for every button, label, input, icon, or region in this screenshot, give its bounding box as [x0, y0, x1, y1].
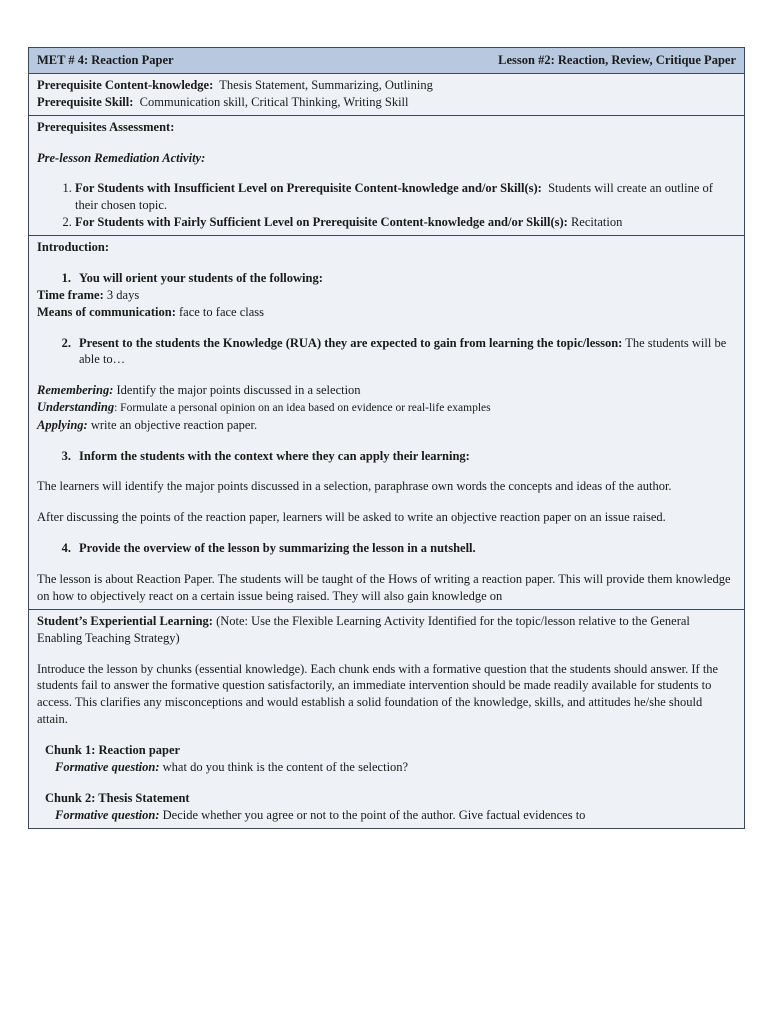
experiential-body: Introduce the lesson by chunks (essential knowledge). Each chunk ends with a formative question that the students should answer. If the students fail to answer the formative question satisfactorily, an immediate intervention should be made readily available for students to access. This clarifies any misconceptions and would establish a solid foundation of the knowledge, skills, and attitudes he/she should attain.: [37, 661, 719, 727]
overview-paragraph: The lesson is about Reaction Paper. The students will be taught of the Hows of writing a reaction paper. This will provide them knowledge on how to objectively react on a certain issue being raised. They will also gain knowledge on: [37, 572, 731, 603]
means-label: Means of communication:: [37, 304, 176, 319]
experiential-note: (Note: Use the Flexible Learning Activity Identified for the topic/lesson relative to the General Enabling Teaching Strategy): [37, 613, 690, 645]
formative-question-text: Decide whether you agree or not to the point of the author. Give factual evidences to: [162, 807, 586, 822]
formative-question-label: Formative question:: [55, 807, 160, 822]
experiential-label: Student’s Experiential Learning:: [37, 613, 213, 628]
intro-step-4: 4. Provide the overview of the lesson by summarizing the lesson in a nutshell.: [61, 541, 476, 556]
assessment-row: [29, 115, 745, 235]
chunk-2: [45, 790, 736, 824]
formative-question-text: what do you think is the content of the selection?: [162, 759, 409, 774]
remediation-item: 2. For Students with Fairly Sufficient Level on Prerequisite Content-knowledge and/or Skill(s): Recitation: [75, 214, 736, 231]
prereq-content-label: Prerequisite Content-knowledge:: [37, 77, 214, 92]
lesson-plan-table: [28, 47, 745, 829]
applying-label: Applying:: [37, 417, 88, 432]
applying-value: write an objective reaction paper.: [90, 417, 258, 432]
chunk-title: Chunk 2: Thesis Statement: [45, 790, 190, 805]
understanding-label: Understanding: [37, 400, 115, 415]
chunk-title: Chunk 1: Reaction paper: [45, 743, 181, 758]
intro-step-1: 1. You will orient your students of the following:: [61, 270, 323, 285]
remediation-item: 1. For Students with Insufficient Level on Prerequisite Content-knowledge and/or Skill(s): Students will create an outline of their chosen topic.: [75, 180, 736, 214]
header-row: [29, 48, 745, 74]
timeframe-label: Time frame:: [37, 287, 104, 302]
remembering-label: Remembering:: [37, 383, 114, 398]
context-paragraph-2: After discussing the points of the reaction paper, learners will be asked to write an objective reaction paper on an issue raised.: [37, 510, 666, 525]
introduction-title: Introduction:: [37, 240, 110, 254]
remediation-list: [37, 180, 736, 231]
intro-step-2: 2. Present to the students the Knowledge (RUA) they are expected to gain from learning the topic/lesson: The students will be able to…: [61, 335, 727, 367]
experiential-row: [29, 609, 745, 828]
prereq-content-value: Thesis Statement, Summarizing, Outlining: [219, 77, 433, 92]
understanding-value: : Formulate a personal opinion on an idea based on evidence or real-life examples: [114, 402, 491, 415]
remembering-value: Identify the major points discussed in a selection: [116, 383, 361, 398]
means-value: face to face class: [179, 304, 265, 319]
lesson-plan-page: [28, 47, 745, 829]
prereq-skill-label: Prerequisite Skill:: [37, 94, 134, 109]
timeframe-value: 3 days: [106, 287, 140, 302]
lesson-title: Lesson #2: Reaction, Review, Critique Paper: [498, 53, 736, 67]
intro-step-3: 3. Inform the students with the context where they can apply their learning:: [61, 448, 470, 463]
remediation-title: Pre-lesson Remediation Activity:: [37, 150, 206, 165]
context-paragraph-1: The learners will identify the major points discussed in a selection, paraphrase own words the concepts and ideas of the author.: [37, 479, 672, 494]
prerequisite-row: [29, 73, 745, 115]
assessment-title: Prerequisites Assessment:: [37, 119, 175, 134]
met-title: MET # 4: Reaction Paper: [37, 53, 174, 67]
chunk-1: [45, 742, 736, 776]
prereq-skill-value: Communication skill, Critical Thinking, Writing Skill: [139, 94, 409, 109]
formative-question-label: Formative question:: [55, 759, 160, 774]
introduction-row: [29, 236, 745, 610]
